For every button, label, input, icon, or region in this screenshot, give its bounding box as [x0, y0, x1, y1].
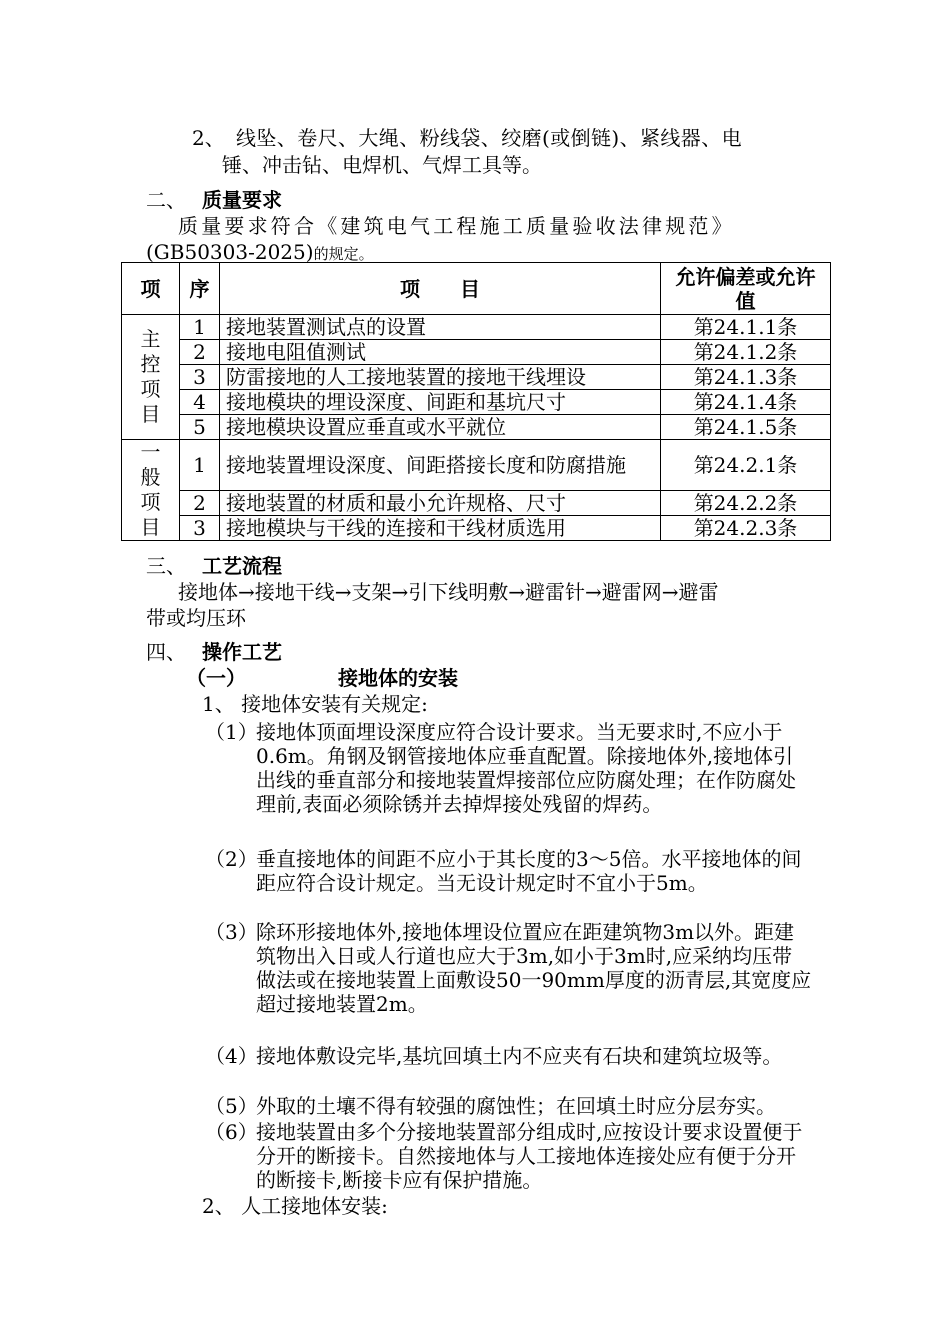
rule-5-number: （5）	[205, 1094, 258, 1118]
row-value: 第24.1.3条	[661, 365, 831, 390]
section-4-number: 四、	[146, 640, 186, 664]
section-2-number: 二、	[146, 188, 186, 212]
section-2-title: 质量要求	[202, 188, 282, 212]
process-flow-line2: 带或均压环	[146, 606, 246, 630]
row-seq: 2	[180, 490, 220, 515]
row-item: 接地模块的埋设深度、间距和基坑尺寸	[220, 390, 661, 415]
section-2-paragraph-line1: 质量要求符合《建筑电气工程施工质量验收法律规范》	[178, 214, 735, 238]
rule-2-text: 垂直接地体的间距不应小于其长度的3～5倍。水平接地体的间距应符合设计规定。当无设计规定时不宜小于5m。	[256, 847, 802, 895]
tools-item-line2: 锤、冲击钻、电焊机、气焊工具等。	[222, 153, 542, 177]
table-row	[122, 315, 831, 340]
row-seq: 4	[180, 390, 220, 415]
row-seq: 3	[180, 515, 220, 540]
row-value: 第24.1.4条	[661, 390, 831, 415]
process-flow-line1: 接地体→接地干线→支架→引下线明敷→避雷针→避雷网→避雷	[178, 580, 719, 604]
row-seq: 5	[180, 415, 220, 440]
row-item: 接地电阻值测试	[220, 340, 661, 365]
row-item: 接地装置的材质和最小允许规格、尺寸	[220, 490, 661, 515]
row-value: 第24.1.1条	[661, 315, 831, 340]
header-item: 项 目	[220, 263, 661, 315]
rule-1-number: （1）	[205, 720, 258, 744]
header-seq: 序	[180, 263, 220, 315]
rule-1-text: 接地体顶面埋设深度应符合设计要求。当无要求时,不应小于0.6m。角钢及钢管接地体应垂直配置。除接地体外,接地体引出线的垂直部分和接地装置焊接部位应防腐处理；在作防腐处理前,表面必须除锈并去掉焊接处残留的焊药。	[256, 720, 796, 816]
row-seq: 1	[180, 315, 220, 340]
table-header-row	[122, 263, 831, 315]
table-row	[122, 365, 831, 390]
table-row	[122, 390, 831, 415]
row-value: 第24.2.1条	[661, 440, 831, 491]
row-value: 第24.2.3条	[661, 515, 831, 540]
rule-3-number: （3）	[205, 920, 258, 944]
row-seq: 1	[180, 440, 220, 491]
section-4-title: 操作工艺	[202, 640, 282, 664]
row-item: 接地模块设置应垂直或水平就位	[220, 415, 661, 440]
rule-3-text: 除环形接地体外,接地体埋设位置应在距建筑物3m以外。距建筑物出入日或人行道也应大于3m,如小于3m时,应采纳均压带做法或在接地装置上面敷设50一90mm厚度的沥青层,其宽度应超过接地装置2m。	[256, 920, 812, 1016]
item-1-heading: 1、 接地体安装有关规定:	[202, 692, 428, 716]
row-item: 接地装置测试点的设置	[220, 315, 661, 340]
rule-6-text: 接地装置由多个分接地装置部分组成时,应按设计要求设置便于分开的断接卡。自然接地体与人工接地体连接处应有便于分开的断接卡,断接卡应有保护措施。	[256, 1120, 803, 1192]
header-allowance: 允许偏差或允许值	[661, 263, 831, 315]
rule-4-number: （4）	[205, 1044, 258, 1068]
header-category: 项	[122, 263, 180, 315]
rule-4-text: 接地体敷设完毕,基坑回填土内不应夹有石块和建筑垃圾等。	[256, 1044, 783, 1068]
row-value: 第24.2.2条	[661, 490, 831, 515]
subsection-number: （一）	[186, 666, 246, 690]
standard-suffix: 的规定。	[313, 245, 374, 263]
subsection-title: 接地体的安装	[338, 666, 458, 690]
table-row	[122, 515, 831, 540]
rule-5-text: 外取的土壤不得有较强的腐蚀性；在回填土时应分层夯实。	[256, 1094, 776, 1118]
section-3-number: 三、	[146, 554, 186, 578]
section-3-title: 工艺流程	[202, 554, 282, 578]
row-item: 接地装置埋设深度、间距搭接长度和防腐措施	[220, 440, 661, 491]
table-row	[122, 415, 831, 440]
row-value: 第24.1.5条	[661, 415, 831, 440]
tools-item-line1: 线坠、卷尺、大绳、粉线袋、绞磨(或倒链)、紧线器、电	[236, 126, 743, 150]
table-row	[122, 340, 831, 365]
rule-2-number: （2）	[205, 847, 258, 871]
category-general: 一 般 项 目	[122, 440, 180, 541]
table-row	[122, 440, 831, 491]
standard-code: (GB50303-2025)	[146, 240, 314, 264]
item-2-heading: 2、 人工接地体安装:	[202, 1194, 388, 1218]
rule-6-number: （6）	[205, 1120, 258, 1144]
row-seq: 2	[180, 340, 220, 365]
tools-item-number: 2、	[192, 126, 225, 150]
row-value: 第24.1.2条	[661, 340, 831, 365]
row-item: 防雷接地的人工接地装置的接地干线埋设	[220, 365, 661, 390]
quality-table	[121, 262, 831, 541]
row-seq: 3	[180, 365, 220, 390]
row-item: 接地模块与干线的连接和干线材质选用	[220, 515, 661, 540]
table-row	[122, 490, 831, 515]
category-main-control: 主 控 项 目	[122, 315, 180, 440]
